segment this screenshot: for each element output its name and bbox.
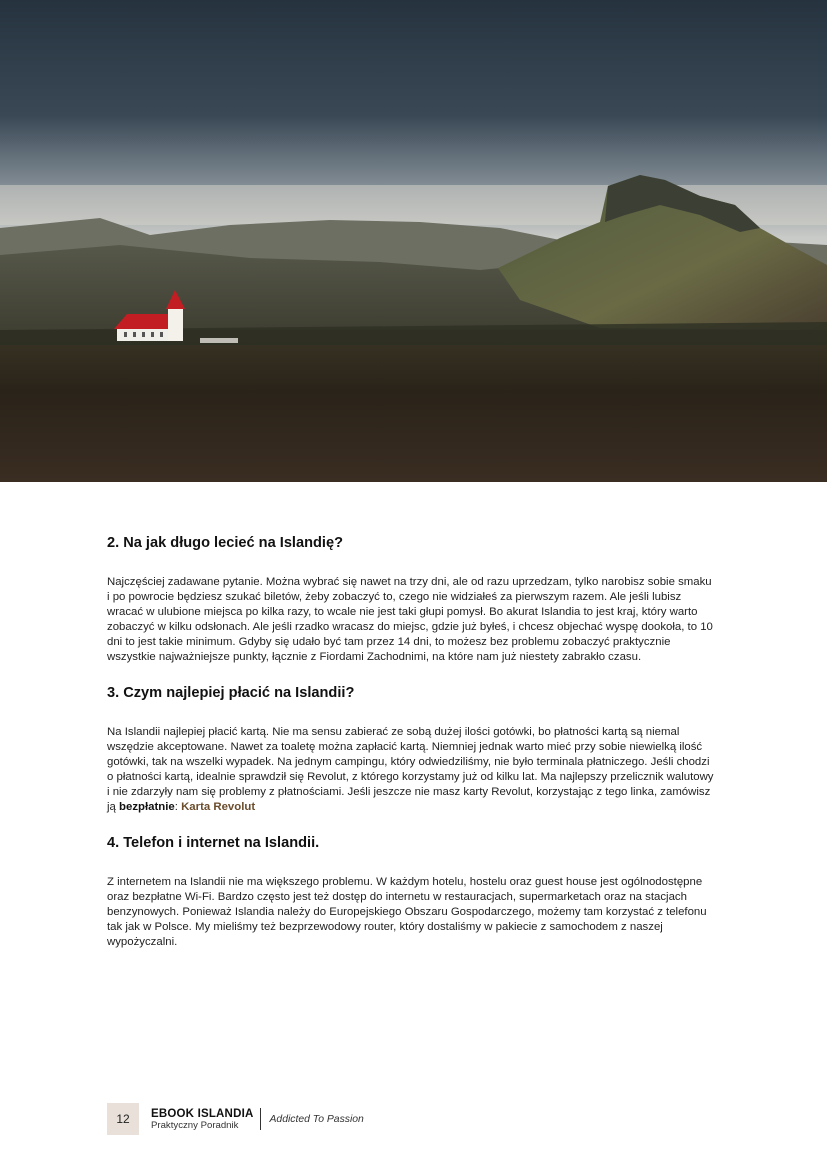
section-body-text: Na Islandii najlepiej płacić kartą. Nie ma sensu zabierać ze sobą dużej ilości gotówki, bo płatności kartą są niemal wszędzie akceptowane. Nawet za toaletę można zapłacić kartą. Niemniej jednak warto mieć przy sobie niewielką ilość gotówki, tak na wszelki wypadek. Na jednym campingu, który odwiedziliśmy, nie było terminala płatniczego. Jeśli chodzi o płatności kartą, idealnie sprawdził się Revolut, z którego korzystamy już od kilku lat. Ma najlepszy przelicznik walutowy i nie zdarzyły nam się problemy z płatnościami. Jeśli jeszcze nie masz karty Revolut, korzystając z tego linka, zamówisz ją [107,725,714,814]
free-emphasis: bezpłatnie [119,801,175,814]
section-trip-length [107,535,715,665]
page-footer [107,1103,364,1135]
revolut-card-link[interactable]: Karta Revolut [181,801,256,814]
ebook-brand [151,1108,253,1131]
section-body: Z internetem na Islandii nie ma większego problemu. W każdym hotelu, hostelu oraz guest house jest ogólnodostępne oraz bezpłatne Wi-Fi. Bardzo często jest też dostęp do internetu w restauracjach, supermarketach oraz na stacjach benzynowych. Ponieważ Islandia należy do Europejskiego Obszaru Gospodarczego, możemy tam korzystać z telefonu tak jak w Polsce. My mieliśmy też bezprzewodowy router, który dostaliśmy w pakiecie z samochodem z naszej wypożyczalni. [107,875,707,948]
footer-tagline: Addicted To Passion [269,1113,364,1125]
section-body [107,725,715,816]
hero-landscape-photo [0,0,827,482]
section-body: Najczęściej zadawane pytanie. Można wybrać się nawet na trzy dni, ale od razu uprzedzam, tylko narobisz sobie smaku i po powrocie będziesz szukać biletów, żeby zobaczyć to, czego nie widziałeś za pierwszym razem. Ale jeśli lubisz wracać w ulubione miejsca po kilka razy, to wcale nie jest taki głupi pomysł. Bo akurat Islandia to jest kraj, który warto zobaczyć w kilku odsłonach. Ale jeśli rzadko wracasz do miejsc, gdzie już byłeś, i chcesz objechać wyspę dookoła, to 10 dni to jest takie minimum. Gdyby się udało być tam przez 14 dni, to możesz bez problemu zobaczyć praktycznie wszystkie najważniejsze punkty, łącznie z Fiordami Zachodnimi, na które nam już niestety zabrakło czasu. [107,575,713,663]
page-number: 12 [107,1103,139,1135]
section-heading: 4. Telefon i internet na Islandii. [107,835,320,852]
ebook-subtitle: Praktyczny Poradnik [151,1119,239,1131]
section-payment [107,685,715,815]
article-content [107,535,715,970]
ebook-title: EBOOK ISLANDIA [151,1107,254,1120]
section-heading: 3. Czym najlepiej płacić na Islandii? [107,685,355,702]
colon-text: : [174,801,182,814]
footer-divider [260,1108,261,1130]
section-heading: 2. Na jak długo lecieć na Islandię? [107,535,344,551]
section-phone-internet [107,835,715,950]
